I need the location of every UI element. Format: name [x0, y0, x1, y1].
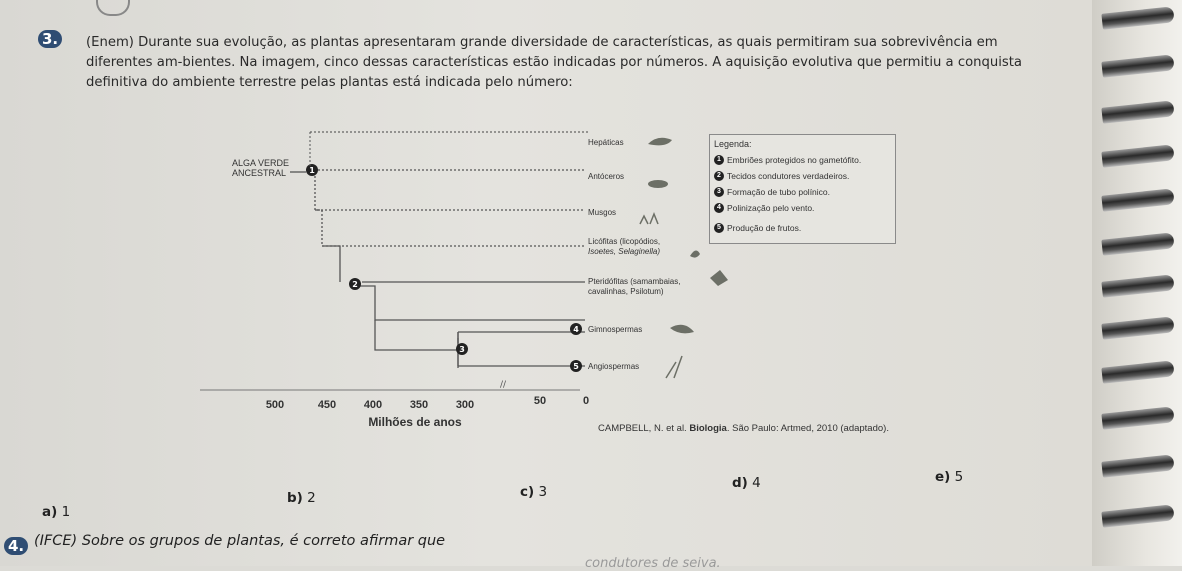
gimnosperma-plant [670, 325, 694, 334]
label-licofitas-1: Licófitas (licopódios, [588, 237, 661, 246]
licofita-plant [690, 250, 700, 257]
antoceros-plant [648, 180, 668, 188]
node-4-label: 4 [573, 325, 579, 334]
binding-ring [1101, 6, 1174, 29]
bleed-through-text: condutores de seiva. [585, 556, 721, 571]
label-antoceros: Antóceros [588, 172, 625, 181]
option-b[interactable] [287, 490, 316, 506]
legend-text: Tecidos condutores verdadeiros. [727, 171, 850, 181]
label-pteridofitas-2: cavalinhas, Psilotum) [588, 287, 664, 296]
option-value: 5 [954, 469, 964, 485]
question-4-number: 4. [4, 537, 28, 555]
citation-title: Biologia [689, 423, 727, 434]
legend-text: Formação de tubo polínico. [727, 187, 831, 197]
ancestor-label-2: ANCESTRAL [232, 168, 287, 178]
option-value: 1 [61, 504, 71, 520]
tick-50: 50 [533, 395, 547, 407]
label-licofitas-2: Isoetes, Selaginella) [588, 247, 661, 256]
binding-ring [1101, 504, 1174, 527]
tick-350: 350 [409, 399, 429, 411]
node-5-label: 5 [573, 362, 579, 371]
axis-label: Milhões de anos [368, 415, 462, 429]
binding-ring [1101, 274, 1174, 297]
citation-rest: . São Paulo: Artmed, 2010 (adaptado). [726, 423, 889, 434]
legend-item [714, 171, 849, 181]
legend-item [714, 223, 801, 233]
node-2-label: 2 [352, 280, 358, 289]
legend-item [714, 155, 861, 165]
tick-300: 300 [455, 399, 475, 411]
binding-ring [1101, 316, 1174, 339]
legend-item [714, 203, 814, 213]
label-hepaticas: Hepáticas [588, 138, 624, 147]
label-angiospermas: Angiospermas [588, 362, 640, 371]
top-scribble [96, 0, 130, 16]
option-letter: a) [42, 504, 58, 520]
legend-text: Embriões protegidos no gametófito. [727, 155, 862, 165]
legend-number: 3 [714, 187, 724, 197]
binding-ring [1101, 100, 1174, 123]
node-3-label: 3 [459, 345, 465, 354]
legend-item [714, 187, 830, 197]
question-3-text: (Enem) Durante sua evolução, as plantas apresentaram grande diversidade de características, as quais permitiram sua sobrevivência em diferentes am-bientes. Na imagem, cinco dessas características estão indicadas por números. A aquisição evolutiva que permitiu a conquista definitiva do ambiente terrestre pelas plantas está indicada pelo número: [86, 35, 1023, 90]
binding-ring [1101, 188, 1174, 211]
question-3-number: 3. [38, 30, 62, 48]
option-letter: c) [520, 484, 535, 500]
licofitas-branch [322, 210, 585, 246]
legend-number: 2 [714, 171, 724, 181]
binding-ring [1101, 454, 1174, 477]
binding-ring [1101, 232, 1174, 255]
binding-ring [1101, 54, 1174, 77]
option-letter: e) [935, 469, 951, 485]
tick-400: 400 [363, 399, 383, 411]
node-1-label: 1 [309, 166, 315, 175]
seed-branch [350, 286, 585, 320]
option-value: 3 [538, 484, 548, 500]
option-letter: d) [732, 475, 748, 491]
legend-box [709, 134, 896, 244]
label-gimnospermas: Gimnospermas [588, 325, 643, 334]
label-pteridofitas-1: Pteridófitas (samambaias, [588, 277, 681, 286]
binding-ring [1101, 144, 1174, 167]
legend-text: Polinização pelo vento. [727, 203, 815, 213]
trunk-2 [322, 246, 340, 282]
label-musgos: Musgos [588, 208, 617, 217]
musgos-branch [315, 176, 585, 210]
ancestor-label-1: ALGA VERDE [232, 158, 290, 168]
legend-number: 1 [714, 155, 724, 165]
source-citation [598, 423, 889, 434]
musgo-plant [640, 214, 658, 224]
option-value: 4 [752, 475, 761, 491]
option-d[interactable] [732, 475, 761, 491]
pteridofita-plant [710, 270, 728, 286]
legend-number: 5 [714, 223, 724, 233]
citation-author: CAMPBELL, N. et al. [598, 423, 687, 434]
binding-ring [1101, 406, 1174, 429]
option-letter: b) [287, 490, 303, 506]
angiosperma-plant [666, 356, 682, 378]
option-e[interactable] [935, 469, 963, 485]
hepatica-plant [648, 138, 672, 146]
spiral-binding [1092, 0, 1182, 566]
to-node-3 [375, 320, 458, 350]
tick-0: 0 [582, 395, 590, 407]
tick-500: 500 [265, 399, 285, 411]
legend-text: Produção de frutos. [727, 223, 802, 233]
binding-ring [1101, 360, 1174, 383]
legend-number: 4 [714, 203, 724, 213]
question-4-text: (IFCE) Sobre os grupos de plantas, é correto afirmar que [34, 533, 446, 549]
axis-break: // [500, 380, 507, 390]
legend-title: Legenda: [714, 139, 752, 149]
tick-450: 450 [317, 399, 337, 411]
option-a[interactable] [42, 504, 70, 520]
option-value: 2 [307, 490, 316, 506]
option-c[interactable] [520, 484, 547, 500]
